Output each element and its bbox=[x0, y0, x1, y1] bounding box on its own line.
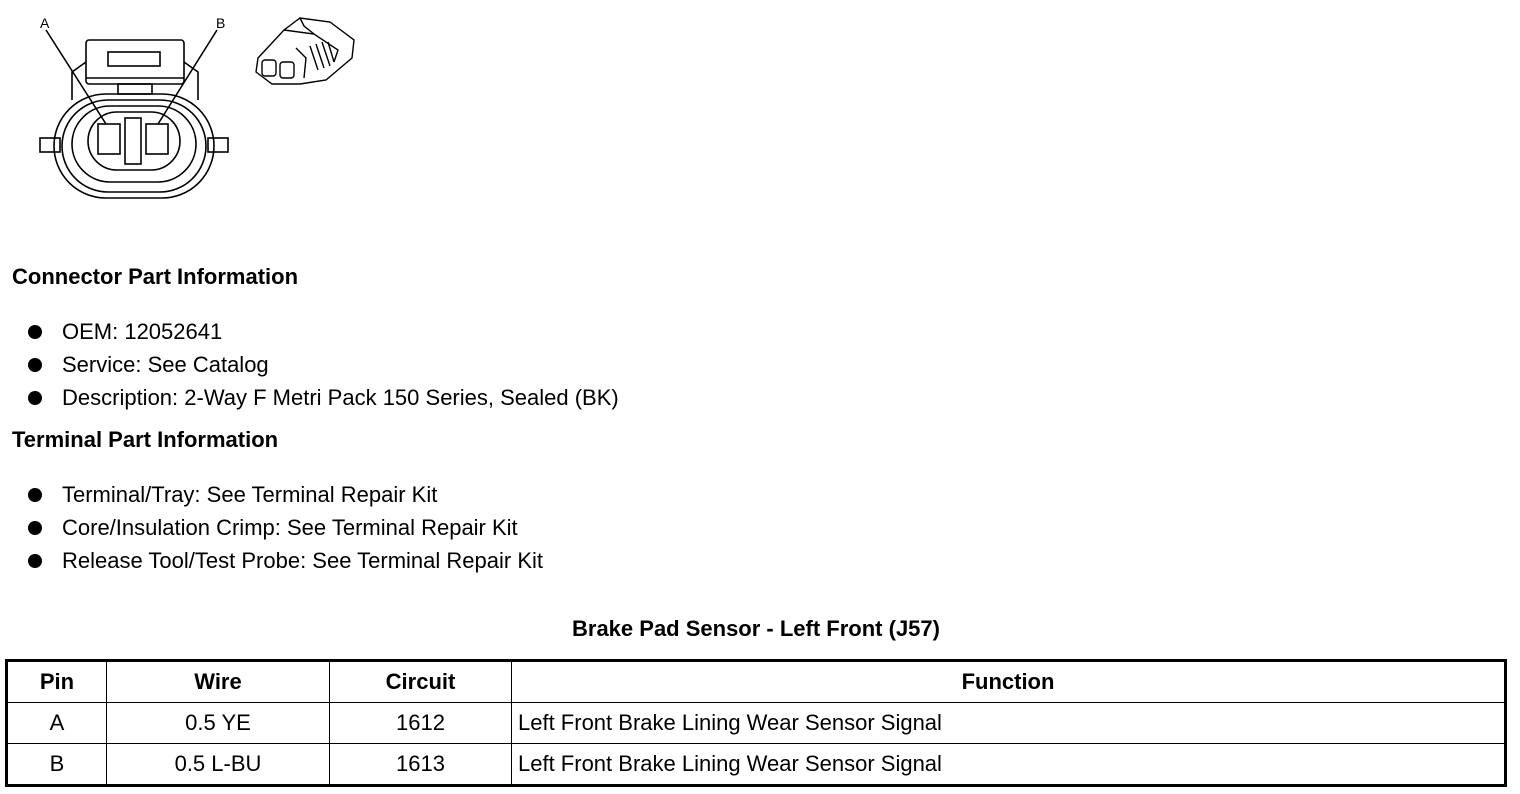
bullet-icon bbox=[28, 325, 42, 339]
connector-front-view bbox=[40, 30, 228, 198]
list-item: Description: 2-Way F Metri Pack 150 Series, Sealed (BK) bbox=[28, 381, 619, 414]
table-header-row bbox=[7, 661, 1506, 703]
list-item: Release Tool/Test Probe: See Terminal Repair Kit bbox=[28, 544, 543, 577]
header-pin: Pin bbox=[7, 661, 107, 703]
pinout-table bbox=[5, 659, 1507, 787]
cell-function: Left Front Brake Lining Wear Sensor Signal bbox=[512, 744, 1506, 786]
list-item: Service: See Catalog bbox=[28, 348, 619, 381]
pin-b-label: B bbox=[216, 15, 226, 31]
bullet-icon bbox=[28, 521, 42, 535]
connector-face-diagram bbox=[0, 0, 370, 210]
table-row bbox=[7, 744, 1506, 786]
bullet-icon bbox=[28, 554, 42, 568]
cell-wire: 0.5 L-BU bbox=[107, 744, 330, 786]
list-item: Core/Insulation Crimp: See Terminal Repair Kit bbox=[28, 511, 543, 544]
cell-pin: A bbox=[7, 703, 107, 744]
terminal-info-list bbox=[28, 478, 543, 577]
cell-circuit: 1612 bbox=[330, 703, 512, 744]
connector-info-title: Connector Part Information bbox=[12, 264, 299, 289]
pin-a-label: A bbox=[40, 15, 50, 31]
bullet-icon bbox=[28, 488, 42, 502]
table-row bbox=[7, 703, 1506, 744]
list-item: OEM: 12052641 bbox=[28, 315, 619, 348]
header-function: Function bbox=[512, 661, 1506, 703]
connector-info-list bbox=[28, 315, 619, 414]
bullet-icon bbox=[28, 391, 42, 405]
header-wire: Wire bbox=[107, 661, 330, 703]
list-item: Terminal/Tray: See Terminal Repair Kit bbox=[28, 478, 543, 511]
header-circuit: Circuit bbox=[330, 661, 512, 703]
terminal-info-title: Terminal Part Information bbox=[12, 427, 279, 452]
cell-pin: B bbox=[7, 744, 107, 786]
cell-circuit: 1613 bbox=[330, 744, 512, 786]
cell-wire: 0.5 YE bbox=[107, 703, 330, 744]
table-title: Brake Pad Sensor - Left Front (J57) bbox=[572, 616, 940, 641]
bullet-icon bbox=[28, 358, 42, 372]
connector-isometric-view bbox=[256, 18, 354, 84]
cell-function: Left Front Brake Lining Wear Sensor Signal bbox=[512, 703, 1506, 744]
